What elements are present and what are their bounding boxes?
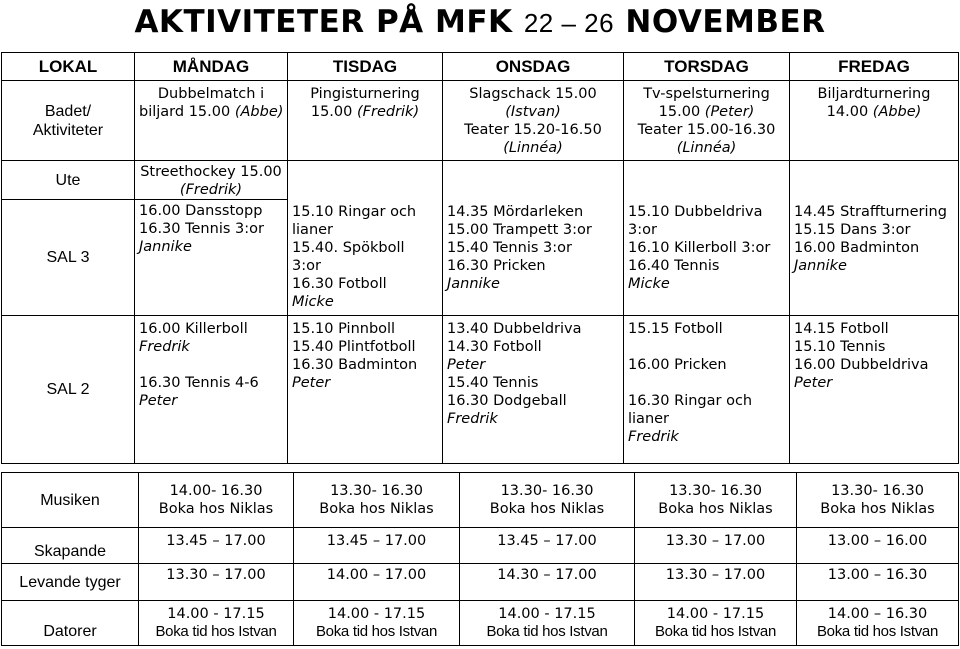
skapande-tuesday: 13.45 – 17.00	[294, 528, 460, 564]
activity-line: 14.30 Fotboll	[447, 339, 542, 355]
header-thursday: TORSDAG	[624, 53, 790, 81]
musiken-thursday	[635, 473, 797, 528]
activity-line: 14.35 Mördarleken	[447, 204, 584, 220]
skapande-monday: 13.45 – 17.00	[139, 528, 294, 564]
activity-line: 15.00 Trampett 3:or	[447, 222, 592, 238]
activity-line: 14.45 Straffturnering	[794, 204, 947, 220]
activity-line: 15.40 Plintfotboll	[292, 339, 416, 355]
activity-line: 15.10 Tennis	[794, 339, 886, 355]
lokal-sal2: SAL 2	[2, 316, 135, 464]
title-month: NOVEMBER	[625, 4, 826, 40]
header-row	[2, 53, 959, 81]
activity-line: 3:or	[628, 222, 657, 238]
cell-sal3-wednesday	[443, 161, 624, 316]
booking-note: Boka tid hos Istvan	[486, 623, 608, 640]
musiken-friday	[797, 473, 959, 528]
cell-badet-thursday	[624, 81, 790, 161]
booking-note: Boka tid hos Istvan	[816, 623, 939, 640]
cell-sal3-thursday	[624, 161, 790, 316]
blank-line	[139, 356, 283, 374]
activity-text: 15.00	[658, 104, 705, 120]
activity-line: 16.30 Pricken	[447, 258, 546, 274]
leader-name: (Istvan)	[505, 104, 561, 120]
activity-line: 3:or	[292, 258, 321, 274]
datorer-friday	[797, 601, 959, 646]
cell-badet-monday	[135, 81, 288, 161]
levande-tuesday: 14.00 – 17.00	[294, 564, 460, 601]
datorer-monday	[139, 601, 294, 646]
leader-name: Fredrik	[447, 411, 498, 427]
time-range: 13.30- 16.30	[669, 483, 762, 499]
booking-note: Boka hos Niklas	[158, 501, 274, 517]
datorer-thursday	[635, 601, 797, 646]
time-range: 13.30- 16.30	[330, 483, 423, 499]
time-range: 14.00- 16.30	[169, 483, 263, 499]
activity-line: 16.30 Badminton	[292, 357, 418, 373]
activity-line: Pingisturnering	[310, 86, 420, 102]
activity-line: 15.10 Dubbeldriva	[628, 204, 763, 220]
cell-badet-wednesday	[443, 81, 624, 161]
leader-name: (Linnéa)	[503, 140, 563, 156]
activity-line	[794, 103, 954, 121]
row-skapande	[2, 528, 959, 564]
activity-line: Tv-spelsturnering	[643, 86, 770, 102]
datorer-wednesday	[460, 601, 635, 646]
activity-line: Dubbelmatch i	[157, 86, 265, 102]
header-monday: MÅNDAG	[135, 53, 288, 81]
cell-sal2-wednesday	[443, 316, 624, 464]
leader-name: (Abbe)	[234, 104, 284, 120]
activity-line: Teater 15.20-16.50	[464, 122, 602, 138]
page-title	[0, 4, 960, 41]
levande-friday: 13.00 – 16.30	[797, 564, 959, 601]
activity-line: 16.00 Dansstopp	[139, 203, 263, 219]
time-range: 14.00 - 17.15	[327, 606, 426, 622]
activity-line: 16.30 Fotboll	[292, 276, 387, 292]
time-range: 14.00 - 17.15	[167, 606, 265, 622]
cell-sal3-friday	[790, 161, 959, 316]
leader-name: Fredrik	[139, 339, 190, 355]
leader-name: (Peter)	[704, 104, 755, 120]
activity-line: 16.00 Badminton	[794, 240, 920, 256]
cell-sal3-monday	[135, 200, 288, 316]
label-datorer: Datorer	[2, 601, 139, 646]
title-text: AKTIVITETER PÅ MFK	[134, 4, 513, 40]
skapande-thursday: 13.30 – 17.00	[635, 528, 797, 564]
header-wednesday: ONSDAG	[443, 53, 624, 81]
header-tuesday: TISDAG	[288, 53, 443, 81]
musiken-tuesday	[294, 473, 460, 528]
activity-line: 15.10 Ringar och	[292, 204, 417, 220]
booking-note: Boka tid hos Istvan	[155, 623, 277, 640]
activity-line: 15.40 Tennis 3:or	[447, 240, 572, 256]
activity-line: 16.00 Dubbeldriva	[794, 357, 929, 373]
row-badet	[2, 81, 959, 161]
activity-line: 15.15 Fotboll	[628, 321, 723, 337]
booking-note: Boka hos Niklas	[319, 501, 434, 517]
leader-name: Jannike	[794, 258, 847, 274]
cell-sal2-thursday	[624, 316, 790, 464]
activity-line	[139, 103, 283, 121]
label-levande-tyger: Levande tyger	[2, 564, 139, 601]
time-range: 14.00 - 17.15	[498, 606, 596, 622]
activity-line: 15.40. Spökboll	[292, 240, 405, 256]
activity-line: lianer	[292, 222, 334, 238]
activity-line: 15.15 Dans 3:or	[794, 222, 911, 238]
levande-wednesday: 14.30 – 17.00	[460, 564, 635, 601]
cell-badet-friday	[790, 81, 959, 161]
row-ute	[2, 161, 959, 200]
time-range: 13.30- 16.30	[831, 483, 924, 499]
activity-line: Teater 15.00-16.30	[637, 122, 776, 138]
header-friday: FREDAG	[790, 53, 959, 81]
leader-name: Peter	[794, 375, 833, 391]
activity-line: lianer	[628, 411, 670, 427]
row-sal2	[2, 316, 959, 464]
booking-note: Boka tid hos Istvan	[654, 623, 777, 640]
header-lokal: LOKAL	[2, 53, 135, 81]
time-range: 14.00 – 16.30	[827, 606, 928, 622]
activity-line: 16.30 Ringar och	[628, 393, 753, 409]
cell-sal2-tuesday	[288, 316, 443, 464]
cell-sal2-friday	[790, 316, 959, 464]
activity-line: Slagschack 15.00	[469, 86, 597, 102]
activity-line: 15.40 Tennis	[447, 375, 539, 391]
skapande-wednesday: 13.45 – 17.00	[460, 528, 635, 564]
musiken-monday	[139, 473, 294, 528]
label-skapande: Skapande	[2, 528, 139, 564]
cell-badet-tuesday	[288, 81, 443, 161]
leader-name: (Fredrik)	[179, 182, 243, 198]
activity-line: 16.10 Killerboll 3:or	[628, 240, 771, 256]
activity-line: 15.10 Pinnboll	[292, 321, 396, 337]
row-musiken	[2, 473, 959, 528]
activity-line: Biljardturnering	[817, 86, 931, 102]
cell-ute-monday	[135, 161, 288, 200]
leader-name: Peter	[447, 357, 486, 373]
activity-line: Streethockey 15.00	[140, 164, 282, 180]
booking-note: Boka hos Niklas	[489, 501, 605, 517]
activity-text: 15.00	[310, 104, 357, 120]
activity-line: 16.00 Killerboll	[139, 321, 248, 337]
lokal-label: Aktiviteter	[32, 121, 104, 139]
skapande-friday: 13.00 – 16.00	[797, 528, 959, 564]
datorer-tuesday	[294, 601, 460, 646]
activity-line: 16.30 Tennis 3:or	[139, 221, 264, 237]
lokal-badet	[2, 81, 135, 161]
resources-table	[1, 472, 959, 646]
lokal-ute: Ute	[2, 161, 135, 200]
booking-note: Boka tid hos Istvan	[315, 623, 438, 640]
activity-line	[292, 103, 438, 121]
cell-sal3-tuesday	[288, 161, 443, 316]
leader-name: Jannike	[447, 276, 500, 292]
leader-name: Micke	[292, 294, 334, 310]
time-range: 13.30- 16.30	[500, 483, 594, 499]
booking-note: Boka hos Niklas	[658, 501, 773, 517]
title-dates: 22 – 26	[523, 8, 615, 38]
levande-thursday: 13.30 – 17.00	[635, 564, 797, 601]
musiken-wednesday	[460, 473, 635, 528]
booking-note: Boka hos Niklas	[820, 501, 935, 517]
lokal-sal3: SAL 3	[2, 200, 135, 316]
leader-name: Peter	[139, 393, 178, 409]
activity-line: 13.40 Dubbeldriva	[447, 321, 582, 337]
leader-name: (Abbe)	[872, 104, 922, 120]
activity-text: biljard 15.00	[139, 104, 235, 120]
label-musiken: Musiken	[2, 473, 139, 528]
blank-line	[628, 374, 785, 392]
levande-monday: 13.30 – 17.00	[139, 564, 294, 601]
activity-line	[628, 103, 785, 121]
leader-name: Fredrik	[628, 429, 679, 445]
row-datorer	[2, 601, 959, 646]
schedule-table	[1, 52, 959, 464]
blank-line	[628, 338, 785, 356]
lokal-label: Badet/	[44, 102, 92, 120]
activity-line: 16.30 Tennis 4-6	[139, 375, 259, 391]
activity-line: 14.15 Fotboll	[794, 321, 889, 337]
activity-text: 14.00	[826, 104, 873, 120]
cell-sal2-monday	[135, 316, 288, 464]
leader-name: Jannike	[139, 239, 192, 255]
activity-line: 16.30 Dodgeball	[447, 393, 567, 409]
leader-name: (Linnéa)	[676, 140, 737, 156]
activity-line: 16.00 Pricken	[628, 357, 727, 373]
activity-line: 16.40 Tennis	[628, 258, 720, 274]
leader-name: Peter	[292, 375, 331, 391]
row-levande-tyger	[2, 564, 959, 601]
leader-name: (Fredrik)	[356, 104, 420, 120]
leader-name: Micke	[628, 276, 670, 292]
time-range: 14.00 - 17.15	[666, 606, 765, 622]
